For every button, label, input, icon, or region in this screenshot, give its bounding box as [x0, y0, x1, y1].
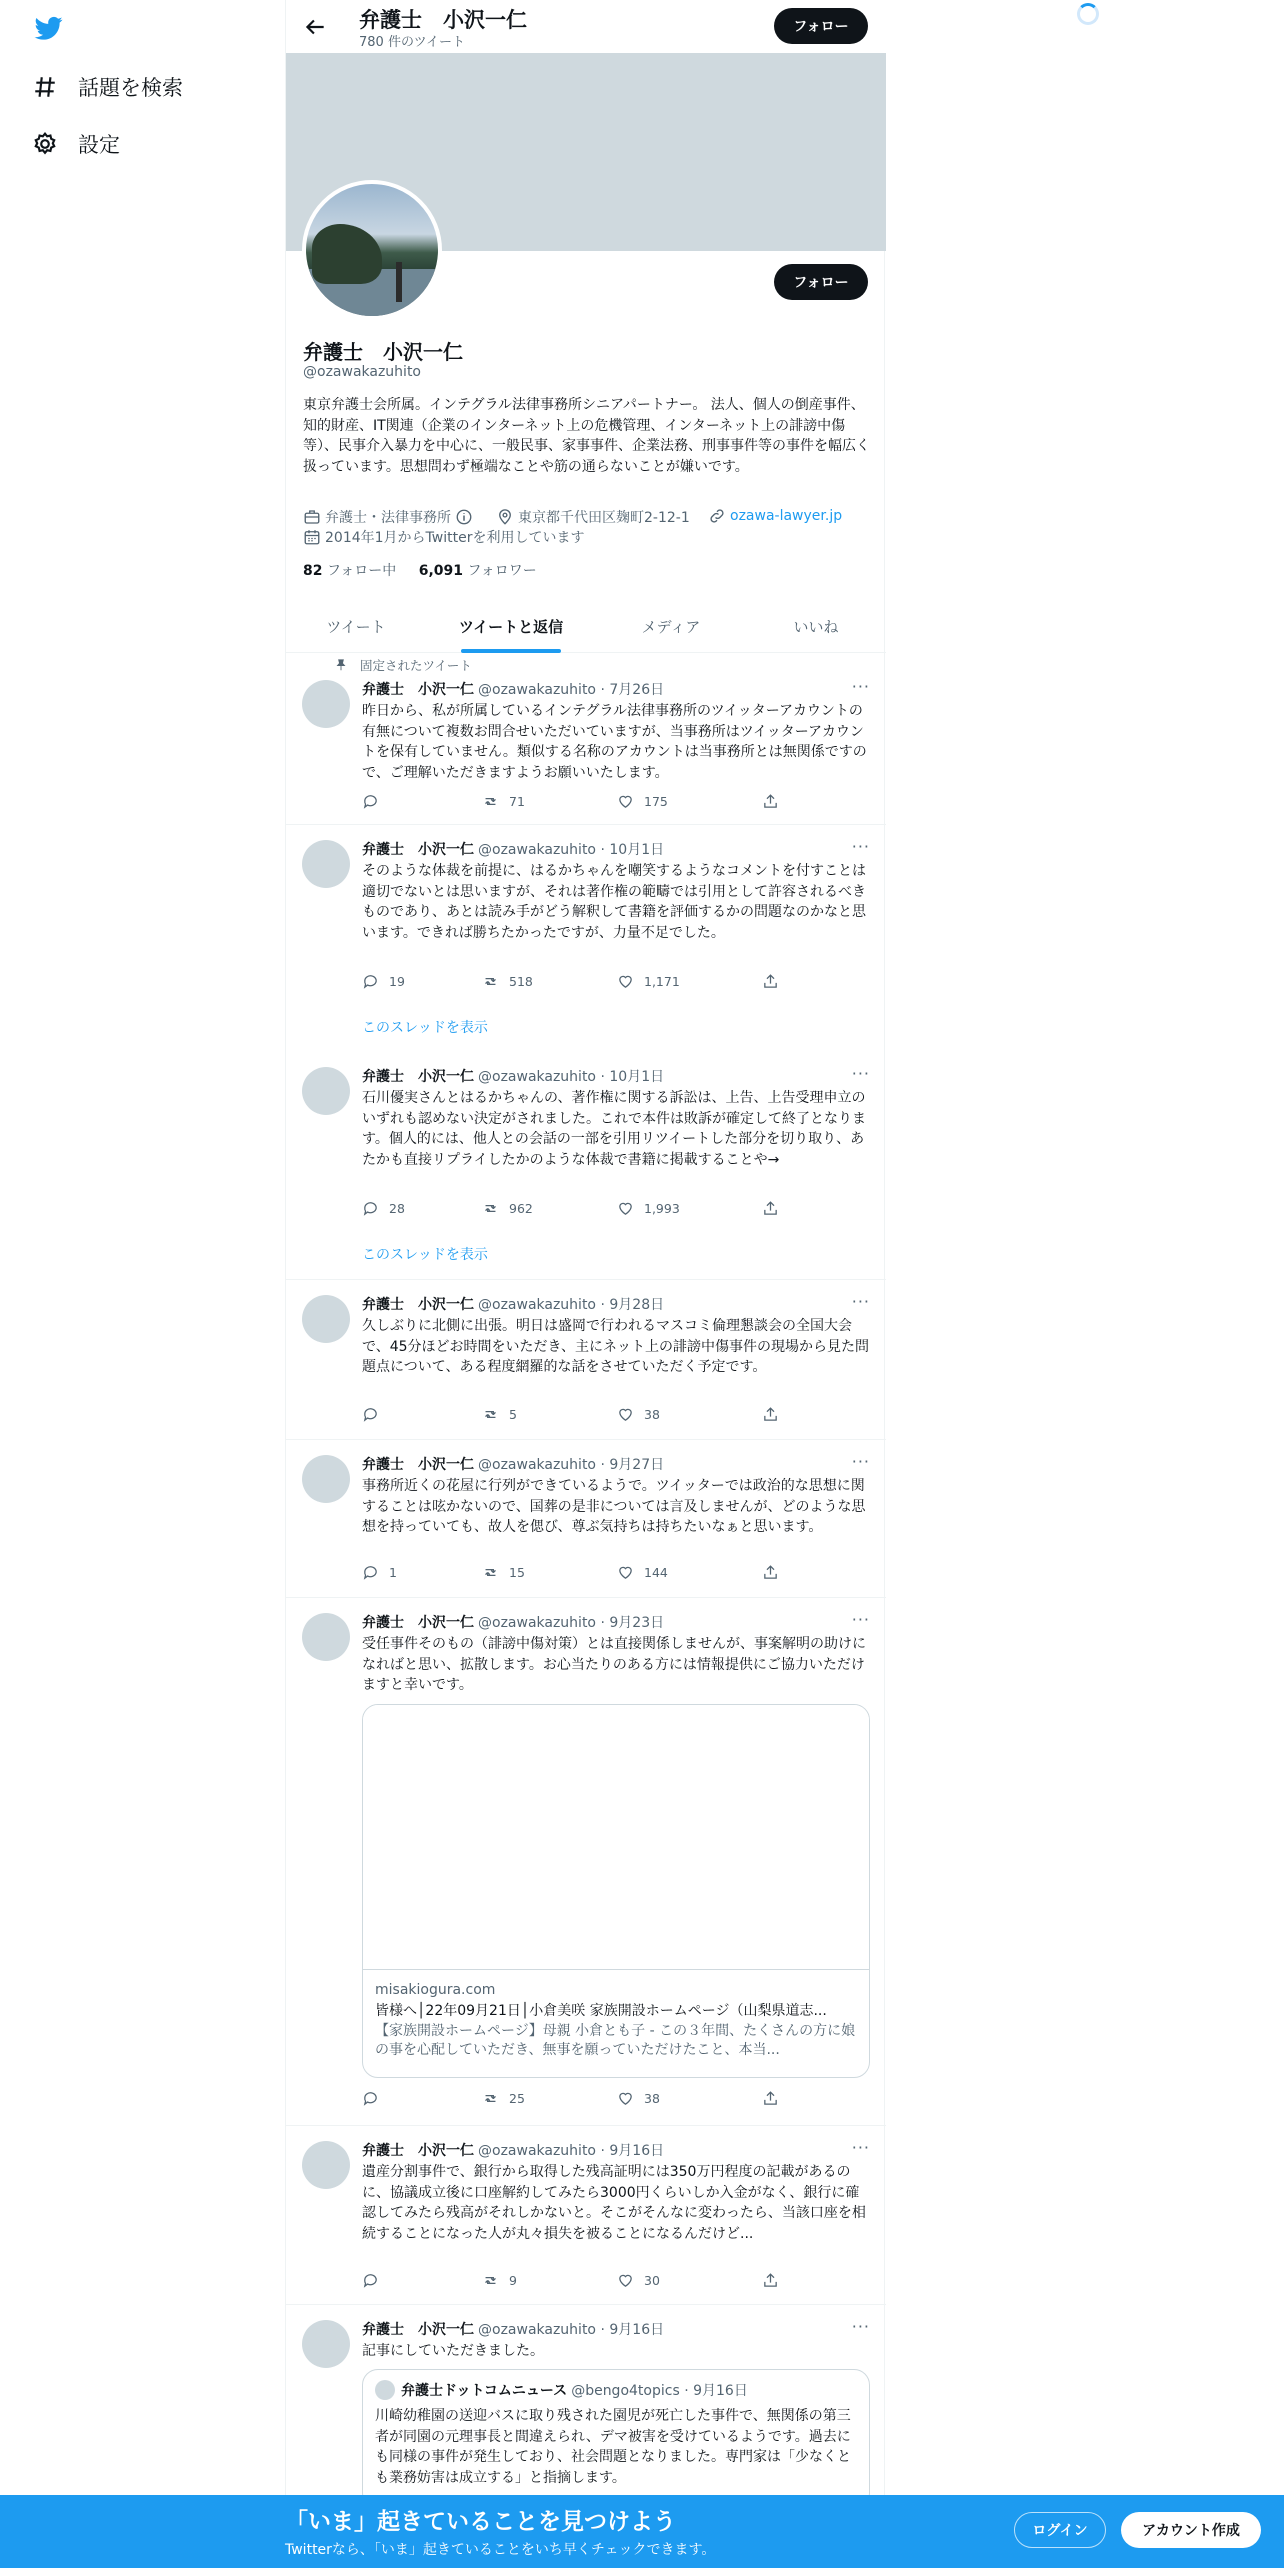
following-link[interactable]: [303, 563, 396, 579]
tweet-actions: [362, 1406, 792, 1426]
tweet-3[interactable]: [286, 1280, 886, 1440]
reply-action[interactable]: [362, 2090, 389, 2107]
link-card-image: [363, 1705, 869, 1970]
share-icon: [762, 973, 779, 990]
like-count: 1,171: [644, 974, 680, 989]
like-count: 38: [644, 2091, 660, 2106]
share-action[interactable]: [762, 2090, 789, 2107]
tab-tweets[interactable]: ツイート: [326, 618, 386, 636]
retweet-count: 15: [509, 1565, 525, 1580]
retweet-count: 5: [509, 1407, 517, 1422]
heart-icon: [617, 793, 634, 810]
share-action[interactable]: [762, 1200, 789, 1217]
more-icon[interactable]: ···: [851, 1610, 870, 1629]
signup-button[interactable]: アカウント作成: [1121, 2512, 1261, 2548]
link-card-title: 皆様へ│22年09月21日│小倉美咲 家族開設ホームページ（山梨県道志...: [375, 2003, 827, 2019]
reply-icon: [362, 2272, 379, 2289]
heart-icon: [617, 1406, 634, 1423]
like-count: 1,993: [644, 1201, 680, 1216]
signup-banner: [0, 2495, 1284, 2568]
location-pin-icon: [496, 508, 514, 526]
share-icon: [762, 793, 779, 810]
retweet-action[interactable]: [482, 793, 525, 810]
reply-count: 19: [389, 974, 405, 989]
tweet-text: 昨日から、私が所属しているインテグラル法律事務所のツイッターアカウントの有無について複数お問合せいただいていますが、当事務所はツイッターアカウントを保有していません。類似する名称のアカウントは当事務所とは無関係ですので、ご理解いただきますようお願いいたします。: [362, 703, 867, 781]
link-card-domain: misakiogura.com: [375, 1982, 496, 1998]
back-arrow-icon[interactable]: [302, 14, 328, 40]
share-action[interactable]: [762, 793, 789, 810]
retweet-action[interactable]: [482, 2272, 517, 2289]
retweet-action[interactable]: [482, 1200, 533, 1217]
profile-category: [303, 507, 477, 527]
like-action[interactable]: [617, 1564, 668, 1581]
nav-settings-label: 設定: [78, 133, 120, 157]
tweet-actions: [362, 1564, 792, 1584]
avatar[interactable]: [302, 1067, 350, 1115]
tweet-text: 記事にしていただきました。: [362, 2343, 544, 2359]
tweet-0[interactable]: [286, 653, 886, 825]
reply-action[interactable]: [362, 1200, 405, 1217]
tweet-text: 久しぶりに北側に出張。明日は盛岡で行われるマスコミ倫理懇談会の全国大会で、45分ほどお時間をいただき、主にネット上の誹謗中傷事件の現場から見た問題点について、ある程度網羅的な話をさせていただく予定です。: [362, 1318, 869, 1375]
share-action[interactable]: [762, 1406, 789, 1423]
tweet-actions: [362, 2272, 792, 2292]
retweet-action[interactable]: [482, 973, 533, 990]
retweet-icon: [482, 2272, 499, 2289]
pinned-label-text: 固定されたツイート: [360, 658, 472, 673]
follow-button[interactable]: フォロー: [774, 264, 868, 300]
retweet-icon: [482, 1406, 499, 1423]
tweet-actions: [362, 973, 792, 993]
retweet-count: 962: [509, 1201, 533, 1216]
profile-name: 弁護士 小沢一仁: [303, 340, 463, 364]
tweet-text: そのような体裁を前提に、はるかちゃんを嘲笑するようなコメントを付すことは適切でないとは思いますが、それは著作権の範疇では引用として許容されるべきものであり、あとは読み手がどう解釈して書籍を評価するかの問題なのかなと思います。できれば勝ちたかったですが、力量不足でした。: [362, 863, 866, 941]
tweet-header: 弁護士 小沢一仁 @ozawakazuhito · 9月27日: [362, 1457, 665, 1473]
tweet-4[interactable]: [286, 1440, 886, 1598]
follow-stats: [303, 560, 537, 580]
retweet-icon: [482, 1200, 499, 1217]
header-tweet-count: 780 件のツイート: [359, 35, 466, 50]
like-count: 38: [644, 1407, 660, 1422]
nav-explore-label: 話題を検索: [78, 76, 183, 100]
more-icon[interactable]: ···: [851, 2317, 870, 2336]
nav-settings[interactable]: [32, 124, 120, 164]
more-icon[interactable]: ···: [851, 1064, 870, 1083]
heart-icon: [617, 2272, 634, 2289]
tweet-header: 弁護士 小沢一仁 @ozawakazuhito · 9月16日: [362, 2143, 665, 2159]
like-action[interactable]: [617, 1406, 660, 1423]
share-icon: [762, 2272, 779, 2289]
retweet-action[interactable]: [482, 2090, 525, 2107]
quoted-avatar: [375, 2380, 395, 2400]
profile-url-link[interactable]: ozawa-lawyer.jp: [730, 508, 843, 524]
retweet-count: 518: [509, 974, 533, 989]
tweet-actions: [362, 1200, 792, 1220]
avatar[interactable]: [302, 2320, 350, 2368]
quoted-text: 川崎幼稚園の送迎バスに取り残された園児が死亡した事件で、無関係の第三者が同園の元理事長と間違えられ、デマ被害を受けているようです。過去にも同様の事件が発生しており、社会問題となりました。専門家は「少なくとも業務妨害は成立する」と指摘します。: [375, 2408, 851, 2486]
reply-icon: [362, 793, 379, 810]
followers-label: フォロワー: [467, 563, 537, 579]
profile-header-bar: [286, 0, 886, 53]
reply-icon: [362, 973, 379, 990]
link-card-description: 【家族開設ホームページ】母親 小倉とも子 - この３年間、たくさんの方に娘の事を心配していただき、無事を願っていただけたこと、本当...: [375, 2023, 856, 2058]
more-icon[interactable]: ···: [851, 1292, 870, 1311]
like-action[interactable]: [617, 973, 680, 990]
tweet-header: 弁護士 小沢一仁 @ozawakazuhito · 10月1日: [362, 842, 665, 858]
login-button[interactable]: ログイン: [1014, 2512, 1106, 2548]
tab-likes[interactable]: いいね: [793, 618, 839, 636]
profile-joined-text: 2014年1月からTwitterを利用しています: [325, 530, 585, 546]
profile-location: [496, 507, 690, 527]
retweet-icon: [482, 1564, 499, 1581]
quoted-header: 弁護士ドットコムニュース @bengo4topics · 9月16日: [401, 2383, 748, 2399]
profile-url[interactable]: [708, 507, 842, 525]
share-icon: [762, 2090, 779, 2107]
like-action[interactable]: [617, 1200, 680, 1217]
avatar[interactable]: [302, 1295, 350, 1343]
following-label: フォロー中: [326, 563, 397, 579]
signup-banner-headline: 「いま」起きていることを見つけよう: [285, 2509, 676, 2535]
calendar-icon: [303, 528, 321, 546]
heart-icon: [617, 973, 634, 990]
reply-icon: [362, 2090, 379, 2107]
link-icon: [708, 507, 726, 525]
reply-action[interactable]: [362, 2272, 389, 2289]
like-count: 30: [644, 2273, 660, 2288]
more-icon[interactable]: ···: [851, 677, 870, 696]
avatar[interactable]: [302, 1455, 350, 1503]
reply-action[interactable]: [362, 793, 389, 810]
followers-count: 6,091: [418, 563, 463, 579]
profile-tabs: [286, 600, 886, 653]
tweet-header: 弁護士 小沢一仁 @ozawakazuhito · 9月28日: [362, 1297, 665, 1313]
quoted-tweet[interactable]: [362, 2369, 870, 2509]
tweet-header: 弁護士 小沢一仁 @ozawakazuhito · 10月1日: [362, 1069, 665, 1085]
tweet-actions: [362, 2090, 792, 2110]
reply-icon: [362, 1564, 379, 1581]
heart-icon: [617, 1564, 634, 1581]
show-thread-link[interactable]: このスレッドを表示: [362, 1020, 488, 1036]
gear-icon: [32, 131, 58, 157]
nav-explore[interactable]: [32, 67, 183, 107]
like-action[interactable]: [617, 2090, 660, 2107]
retweet-action[interactable]: [482, 1564, 525, 1581]
followers-link[interactable]: [419, 563, 537, 579]
heart-icon: [617, 1200, 634, 1217]
tab-tweets-and-replies[interactable]: ツイートと返信: [426, 600, 596, 653]
like-count: 175: [644, 794, 668, 809]
header-name: 弁護士 小沢一仁: [359, 8, 527, 32]
tweet-header: 弁護士 小沢一仁 @ozawakazuhito · 7月26日: [362, 682, 665, 698]
reply-icon: [362, 1200, 379, 1217]
avatar[interactable]: [302, 680, 350, 728]
info-icon[interactable]: [455, 508, 473, 526]
reply-action[interactable]: [362, 973, 405, 990]
share-action[interactable]: [762, 973, 789, 990]
like-action[interactable]: [617, 2272, 660, 2289]
tweet-header: 弁護士 小沢一仁 @ozawakazuhito · 9月23日: [362, 1615, 665, 1631]
avatar[interactable]: [302, 1613, 350, 1661]
tweet-5[interactable]: [286, 1598, 886, 2126]
header-follow-button[interactable]: フォロー: [774, 8, 868, 44]
retweet-action[interactable]: [482, 1406, 517, 1423]
share-action[interactable]: [762, 1564, 789, 1581]
profile-joined: [303, 527, 584, 547]
reply-action[interactable]: [362, 1564, 397, 1581]
tweet-text: 遺産分割事件で、銀行から取得した残高証明には350万円程度の記載があるのに、協議成立後に口座解約してみたら3000円くらいしか入金がなく、銀行に確認してみたら残高がそれしかないと。そこがそんなに変わったら、当該口座を相続することになった人が丸々損失を被ることになるんだけど...: [362, 2164, 866, 2242]
profile-category-text: 弁護士・法律事務所: [325, 510, 451, 526]
retweet-count: 71: [509, 794, 525, 809]
like-count: 144: [644, 1565, 668, 1580]
twitter-logo-icon[interactable]: [32, 14, 66, 42]
avatar[interactable]: [302, 840, 350, 888]
profile-handle: @ozawakazuhito: [303, 364, 422, 380]
reply-action[interactable]: [362, 1406, 389, 1423]
signup-banner-subtext: Twitterなら、「いま」起きていることをいち早くチェックできます。: [285, 2542, 716, 2558]
reply-icon: [362, 1406, 379, 1423]
profile-avatar[interactable]: [302, 180, 442, 320]
profile-bio: 東京弁護士会所属。インテグラル法律事務所シニアパートナー。 法人、個人の倒産事件、知的財産、IT関連（企業のインターネット上の危機管理、インターネット上の誹謗中傷等）、民事介入暴力を中心に、一般民事、家事事件、企業法務、刑事事件等の事件を幅広く扱っています。思想問わず極端なことや筋の通らないことが嫌いです。: [303, 397, 870, 475]
profile-column: [285, 0, 885, 2568]
profile-location-text: 東京都千代田区麹町2-12-1: [518, 510, 690, 526]
share-icon: [762, 1406, 779, 1423]
retweet-icon: [482, 2090, 499, 2107]
retweet-count: 9: [509, 2273, 517, 2288]
retweet-icon: [482, 973, 499, 990]
tweet-header: 弁護士 小沢一仁 @ozawakazuhito · 9月16日: [362, 2322, 665, 2338]
tweet-text: 受任事件そのもの（誹謗中傷対策）とは直接関係しませんが、事案解明の助けになればと思い、拡散します。お心当たりのある方には情報提供にご協力いただけますと幸いです。: [362, 1636, 866, 1693]
more-icon[interactable]: ···: [851, 1452, 870, 1471]
reply-count: 1: [389, 1565, 397, 1580]
tweet-text: 石川優実さんとはるかちゃんの、著作権に関する訴訟は、上告、上告受理申立のいずれも認めない決定がされました。これで本件は敗訴が確定して終了となります。個人的には、他人との会話の一部を引用リツイートした部分を切り取り、あたかも直接リプライしたかのような体裁で書籍に掲載することや→: [362, 1090, 866, 1168]
hashtag-icon: [32, 74, 58, 100]
tweet-actions: [362, 793, 792, 813]
like-action[interactable]: [617, 793, 668, 810]
tweet-text: 事務所近くの花屋に行列ができているようで。ツイッターでは政治的な思想に関することは呟かないので、国葬の是非については言及しませんが、どのような思想を持っていても、故人を偲び、尊ぶ気持ちは持ちたいなぁと思います。: [362, 1478, 866, 1535]
more-icon[interactable]: ···: [851, 2138, 870, 2157]
following-count: 82: [303, 563, 323, 579]
loading-spinner-icon: [1077, 3, 1099, 25]
avatar[interactable]: [302, 2141, 350, 2189]
link-card[interactable]: [362, 1704, 870, 2078]
show-thread-link[interactable]: このスレッドを表示: [362, 1247, 488, 1263]
heart-icon: [617, 2090, 634, 2107]
briefcase-icon: [303, 508, 321, 526]
retweet-count: 25: [509, 2091, 525, 2106]
share-icon: [762, 1200, 779, 1217]
reply-count: 28: [389, 1201, 405, 1216]
retweet-icon: [482, 793, 499, 810]
tweet-6[interactable]: [286, 2126, 886, 2305]
tab-media[interactable]: メディア: [641, 618, 701, 636]
more-icon[interactable]: ···: [851, 837, 870, 856]
share-action[interactable]: [762, 2272, 789, 2289]
share-icon: [762, 1564, 779, 1581]
